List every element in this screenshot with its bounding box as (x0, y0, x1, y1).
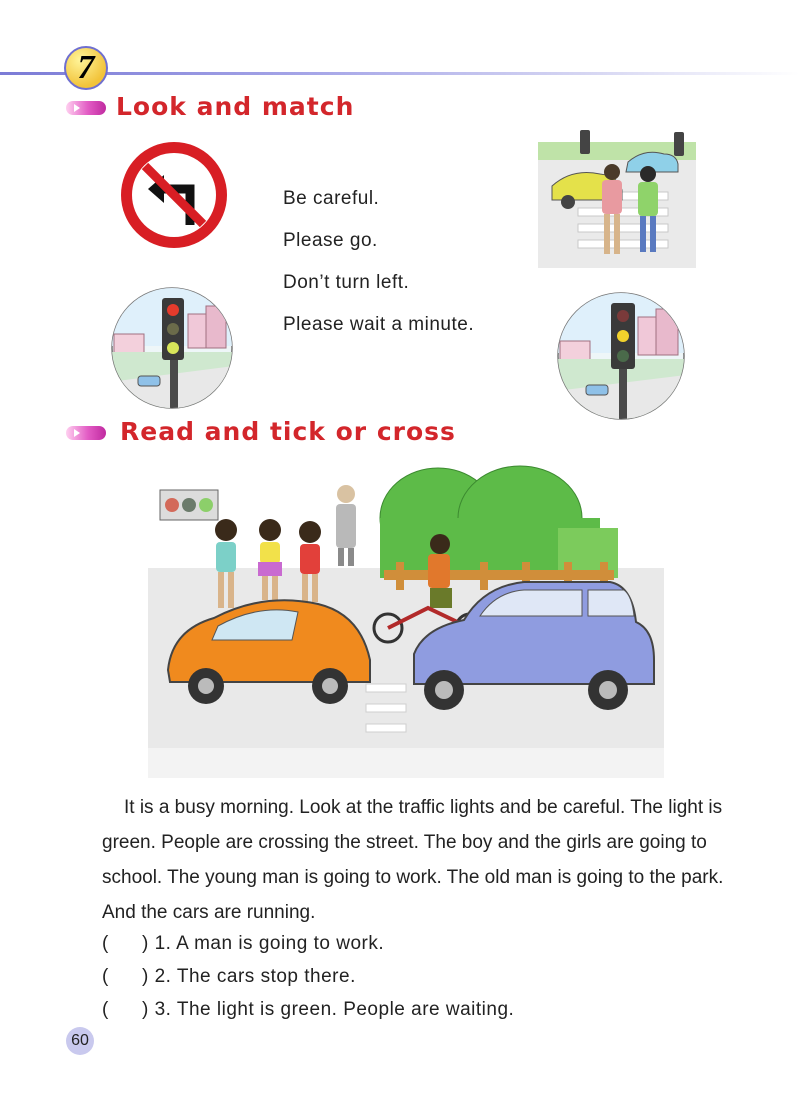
traffic-light-red-picture (110, 286, 234, 410)
answer-blank[interactable]: ( (102, 933, 109, 954)
crossing-street-picture (538, 122, 696, 268)
question-text: ) 3. The light is green. People are waiting. (142, 999, 515, 1020)
busy-street-scene-picture (148, 458, 664, 778)
phrase-dont-turn-left: Don’t turn left. (283, 272, 410, 293)
header-rule (0, 72, 800, 75)
phrase-be-careful: Be careful. (283, 188, 380, 209)
no-left-turn-sign-icon (118, 139, 230, 251)
unit-number-badge: 7 (64, 46, 108, 90)
phrase-please-wait: Please wait a minute. (283, 314, 475, 335)
question-3 (102, 999, 514, 1021)
question-text: ) 1. A man is going to work. (142, 933, 385, 954)
section-title-read-and-tick: Read and tick or cross (120, 417, 456, 446)
passage-text: It is a busy morning. Look at the traffic lights and be careful. The light is green. People are crossing the street. The boy and the girls are going to school. The young man is going to work. The old man is going to the park. And the cars are running. (102, 797, 724, 923)
reading-passage (102, 790, 742, 930)
question-2 (102, 966, 356, 988)
question-1 (102, 933, 384, 955)
phrase-please-go: Please go. (283, 230, 378, 251)
question-text: ) 2. The cars stop there. (142, 966, 356, 987)
answer-blank[interactable]: ( (102, 999, 109, 1020)
section-marker-icon (66, 101, 106, 115)
section-title-look-and-match: Look and match (116, 92, 355, 121)
traffic-light-yellow-picture (556, 291, 686, 421)
answer-blank[interactable]: ( (102, 966, 109, 987)
section-marker-icon (66, 426, 106, 440)
page-number: 60 (66, 1027, 94, 1055)
